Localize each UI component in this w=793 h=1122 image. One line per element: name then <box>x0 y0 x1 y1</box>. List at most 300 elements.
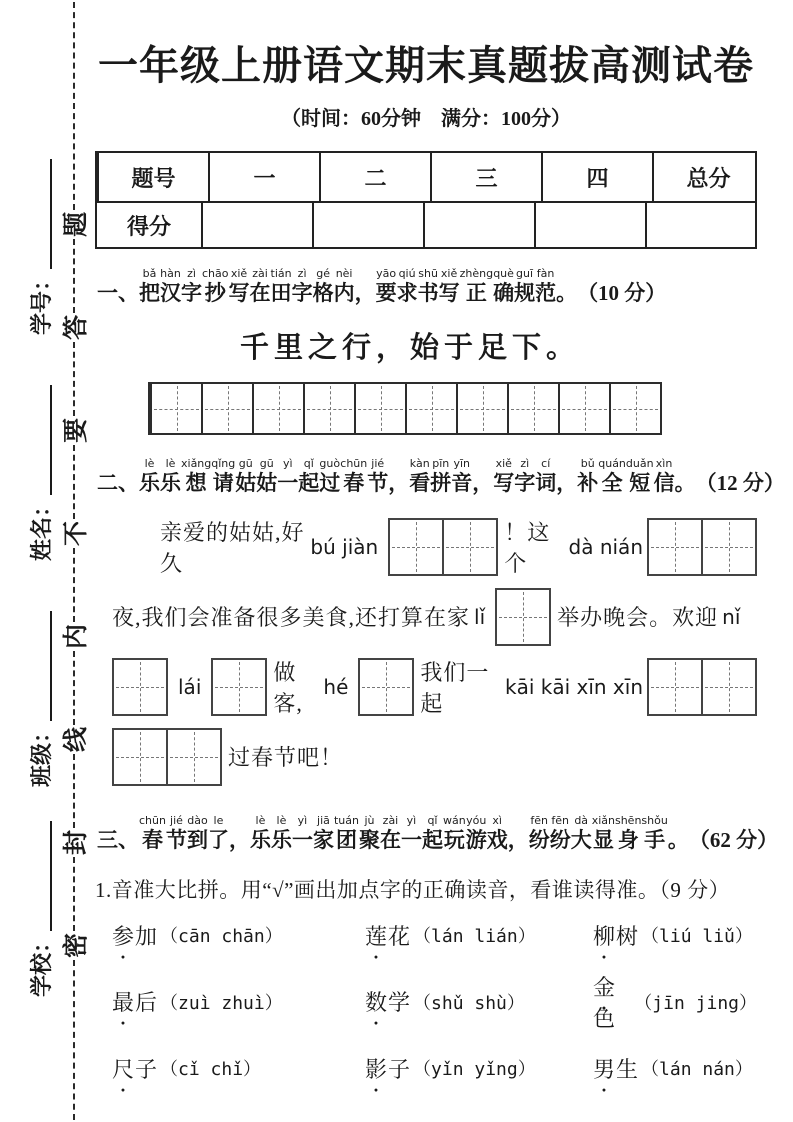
pinyin-annotation: yāo <box>376 267 397 280</box>
tianzige-cell[interactable] <box>201 384 252 433</box>
pinyin-annotation: gū <box>238 457 253 471</box>
pinyin-choice-item <box>365 920 593 951</box>
heading-hanzi: 游 <box>465 827 487 852</box>
tianzige-grid-row <box>148 382 662 435</box>
heading-hanzi: 起 <box>421 827 443 852</box>
pinyin-annotation: gé <box>316 267 330 280</box>
word-hanzi <box>112 920 158 951</box>
heading-ruby-char <box>577 267 666 307</box>
heading-ruby-char <box>334 267 355 307</box>
heading-hanzi: 乐 <box>270 827 292 852</box>
pinyin-annotation: yīn <box>453 457 470 471</box>
pinyin-annotation: xiǎn <box>591 813 615 827</box>
heading-hanzi: 字 <box>291 281 313 305</box>
word-hanzi <box>112 1053 158 1084</box>
heading-hanzi: 春 <box>141 827 163 852</box>
heading-ruby-char <box>313 814 334 854</box>
heading-hanzi: ， <box>228 827 250 852</box>
heading-hanzi: 乐 <box>139 471 160 496</box>
student-number-label: 学号： <box>29 268 54 335</box>
heading-ruby-char <box>139 814 166 854</box>
heading-hanzi: 二、 <box>97 471 139 496</box>
heading-hanzi: 纷 <box>528 827 550 852</box>
time-score-subtitle: （时间：60分钟 满分：100分） <box>281 108 571 130</box>
heading-hanzi: 信 <box>653 471 675 496</box>
name-label: 姓名： <box>29 494 54 561</box>
pinyin-annotation: xiě <box>230 267 248 280</box>
heading-hanzi: 拼 <box>430 471 452 496</box>
heading-ruby-char <box>367 457 388 497</box>
heading-hanzi: 家 <box>312 827 334 852</box>
seal-dash <box>73 2 75 210</box>
pinyin-annotation: xiě <box>495 457 512 471</box>
heading-hanzi: 范 <box>535 281 557 305</box>
heading-hanzi: 一、 <box>97 281 139 305</box>
heading-ruby-char <box>668 814 689 854</box>
heading-ruby-char <box>514 457 535 497</box>
word-rest: 加 <box>135 923 159 949</box>
heading-ruby-char <box>271 267 292 307</box>
score-table-score-row <box>97 203 755 247</box>
heading-hanzi: 抄 <box>204 281 226 305</box>
word-rest: 后 <box>135 990 159 1016</box>
school-label: 学校： <box>29 930 54 997</box>
school-blank-line[interactable] <box>32 821 52 931</box>
heading-ruby-char <box>97 814 139 854</box>
heading-ruby-char <box>514 267 535 307</box>
heading-hanzi: 全 <box>601 471 623 496</box>
heading-ruby-char <box>355 267 376 307</box>
heading-ruby-char <box>508 814 529 854</box>
seal-char: 要 <box>62 417 90 443</box>
tianzige-cell[interactable] <box>303 384 354 433</box>
pinyin-annotation: lè <box>144 457 155 471</box>
dotted-character: 莲 ● <box>365 920 388 951</box>
heading-ruby-char <box>439 267 460 307</box>
heading-hanzi: 汉 <box>160 281 181 305</box>
answer-box-2cell[interactable] <box>388 518 498 576</box>
seal-dash <box>73 651 75 725</box>
heading-hanzi: 乐 <box>160 471 181 496</box>
pinyin-annotation: yì <box>297 813 308 827</box>
word-rest: 子 <box>135 1056 159 1082</box>
heading-ruby-char <box>460 267 493 307</box>
heading-hanzi: 确 <box>493 281 515 305</box>
pinyin-choice-item <box>593 1053 757 1084</box>
heading-hanzi: 戏 <box>486 827 508 852</box>
heading-ruby-char <box>292 267 313 307</box>
tianzige-cell[interactable] <box>252 384 303 433</box>
word-rest: 色 <box>593 1005 617 1031</box>
seal-char: 线 <box>62 726 90 752</box>
heading-hanzi: ， <box>354 281 376 305</box>
pinyin-annotation: tián <box>270 267 292 280</box>
pinyin-annotation: yì <box>282 457 293 471</box>
pinyin-choices: （yǐn yǐng） <box>413 1059 536 1081</box>
heading-hanzi: 在 <box>379 827 401 852</box>
letter-text: 夜,我们会准备很多美食,还打算在家 <box>112 605 471 631</box>
heading-ruby-char <box>181 267 202 307</box>
score-table-header-row <box>97 153 755 203</box>
heading-ruby-char <box>380 814 401 854</box>
word-hanzi <box>593 1053 639 1084</box>
heading-ruby-char <box>466 814 487 854</box>
pinyin-annotation: shēn <box>614 813 642 827</box>
pinyin-annotation: qǐ <box>303 457 314 471</box>
seal-dash <box>73 754 75 828</box>
inline-pinyin: dà nián <box>568 534 643 559</box>
pinyin-annotation: gū <box>259 457 274 471</box>
inline-pinyin: kāi kāi xīn xīn <box>505 674 643 699</box>
pinyin-choice-item <box>593 920 757 951</box>
pinyin-annotation: lè <box>276 813 287 827</box>
heading-ruby-char <box>675 457 696 497</box>
tianzige-cell[interactable] <box>456 384 507 433</box>
tianzige-cell[interactable] <box>354 384 405 433</box>
pinyin-annotation: quán <box>598 457 626 471</box>
heading-ruby-char <box>598 457 626 497</box>
word-rest: 子 <box>388 1056 412 1082</box>
pinyin-annotation: zhèng <box>459 267 494 280</box>
inline-pinyin: hé <box>323 674 349 699</box>
heading-hanzi: 补 <box>577 471 599 496</box>
heading-hanzi: 纷 <box>549 827 571 852</box>
pinyin-annotation: kàn <box>409 457 430 471</box>
heading-hanzi: 团 <box>335 827 357 852</box>
heading-ruby-char <box>187 814 208 854</box>
heading-hanzi: 春 <box>343 471 365 496</box>
pinyin-annotation: xìn <box>655 457 673 471</box>
answer-box-1cell[interactable] <box>495 588 551 646</box>
score-entry-cell[interactable] <box>534 203 645 247</box>
dotted-character: 最 ● <box>112 986 135 1017</box>
seal-dash <box>73 342 75 416</box>
heading-ruby-char <box>277 457 298 497</box>
answer-box-1cell[interactable] <box>358 658 414 716</box>
heading-hanzi: 请 <box>212 471 234 496</box>
letter-line-2 <box>112 582 757 652</box>
heading-hanzi: 一 <box>277 471 299 496</box>
heading-hanzi: 把 <box>139 281 160 305</box>
heading-ruby-char <box>556 267 577 307</box>
heading-hanzi: 一 <box>291 827 313 852</box>
heading-hanzi: 字 <box>181 281 202 305</box>
heading-ruby-char <box>696 457 785 497</box>
heading-hanzi: 词 <box>535 471 557 496</box>
answer-box-1cell[interactable] <box>211 658 267 716</box>
section2-heading <box>97 457 785 497</box>
heading-ruby-char <box>654 457 675 497</box>
heading-ruby-char <box>256 457 277 497</box>
pinyin-annotation: yóu <box>466 813 487 827</box>
pinyin-annotation: zài <box>252 267 268 280</box>
dotted-character: 男 ● <box>593 1053 616 1084</box>
heading-hanzi: 起 <box>298 471 320 496</box>
word-hanzi <box>112 986 158 1017</box>
pinyin-annotation: qǐ <box>427 813 438 827</box>
seal-char: 答 <box>62 314 90 340</box>
pinyin-choices: （shǔ shù） <box>413 992 525 1014</box>
heading-ruby-char <box>334 814 359 854</box>
pinyin-annotation: hàn <box>160 267 181 280</box>
heading-hanzi: ， <box>507 827 529 852</box>
heading-ruby-char <box>319 457 340 497</box>
heading-ruby-char <box>529 814 550 854</box>
heading-ruby-char <box>229 267 250 307</box>
pinyin-annotation: zì <box>187 267 196 280</box>
heading-hanzi: 了 <box>207 827 229 852</box>
heading-hanzi: （10 分） <box>577 281 667 305</box>
tianzige-cell[interactable] <box>150 384 201 433</box>
heading-hanzi: 大 <box>570 827 592 852</box>
answer-box-2cell[interactable] <box>647 518 757 576</box>
seal-line <box>56 0 92 1122</box>
heading-ruby-char <box>422 814 443 854</box>
heading-hanzi: 显 <box>592 827 614 852</box>
score-table-header-cell: 总分 <box>652 153 763 201</box>
heading-ruby-char <box>229 814 250 854</box>
score-entry-cell[interactable] <box>645 203 756 247</box>
heading-ruby-char <box>298 457 319 497</box>
pinyin-annotation: guī <box>516 267 534 280</box>
pinyin-annotation: lè <box>165 457 176 471</box>
heading-hanzi: 规 <box>514 281 536 305</box>
heading-ruby-char <box>626 457 654 497</box>
dotted-character: 尺 ● <box>112 1053 135 1084</box>
word-hanzi <box>593 920 639 951</box>
heading-ruby-char <box>181 457 211 497</box>
letter-exercise <box>112 512 757 792</box>
heading-ruby-char <box>592 814 615 854</box>
pinyin-annotation: què <box>493 267 514 280</box>
pinyin-annotation: guò <box>319 457 341 471</box>
heading-ruby-char <box>443 814 466 854</box>
heading-hanzi: 看 <box>409 471 431 496</box>
pinyin-annotation: duǎn <box>625 457 654 471</box>
heading-ruby-char <box>550 814 571 854</box>
heading-hanzi: 。 <box>674 471 696 496</box>
name-blank-line[interactable] <box>32 385 52 495</box>
score-table-header-cell: 三 <box>430 153 541 201</box>
heading-ruby-char <box>211 457 235 497</box>
question1-label: 1.音准大比拼。用“√”画出加点字的正确读音，看谁读得准。（9 分） <box>95 877 731 902</box>
student-info-fields <box>16 0 56 1122</box>
heading-hanzi: 短 <box>629 471 651 496</box>
score-table-header-cell: 题号 <box>97 153 208 201</box>
heading-ruby-char <box>571 814 592 854</box>
dotted-character: 参 ● <box>112 920 135 951</box>
pinyin-annotation: chūn <box>139 813 166 827</box>
tianzige-cell[interactable] <box>405 384 456 433</box>
heading-hanzi: 聚 <box>358 827 380 852</box>
pinyin-annotation: nèi <box>335 267 353 280</box>
pronunciation-choice-grid <box>112 920 757 1084</box>
seal-dash <box>73 857 75 931</box>
pinyin-annotation: le <box>213 813 224 827</box>
pinyin-annotation: yì <box>406 813 417 827</box>
heading-hanzi: 乐 <box>249 827 271 852</box>
score-table-header-cell: 四 <box>541 153 652 201</box>
student-number-blank-line[interactable] <box>32 159 52 269</box>
pinyin-annotation: chūn <box>340 457 368 471</box>
pinyin-choice-item <box>365 971 593 1033</box>
dotted-character: 柳 ● <box>593 920 616 951</box>
pinyin-annotation: chāo <box>202 267 229 280</box>
seal-dash <box>73 239 75 313</box>
word-rest: 生 <box>616 1056 640 1082</box>
pinyin-annotation: qǐng <box>211 457 236 471</box>
pinyin-choices: （cān chān） <box>160 926 283 948</box>
heading-hanzi: 一 <box>400 827 422 852</box>
pinyin-annotation: pīn <box>432 457 450 471</box>
tianzige-cell[interactable] <box>609 384 660 433</box>
letter-text: ！这个 <box>504 519 551 576</box>
pinyin-annotation: zì <box>520 457 530 471</box>
heading-hanzi: 身 <box>617 827 639 852</box>
pinyin-annotation: dào <box>187 813 208 827</box>
heading-hanzi: 内 <box>333 281 355 305</box>
answer-box-1cell[interactable] <box>112 658 168 716</box>
heading-ruby-char <box>409 457 430 497</box>
heading-ruby-char <box>235 457 256 497</box>
pinyin-annotation: bǔ <box>580 457 595 471</box>
pinyin-annotation: zì <box>297 267 307 280</box>
heading-hanzi: 姑 <box>235 471 257 496</box>
heading-hanzi: 三、 <box>97 827 139 852</box>
heading-ruby-char <box>202 267 229 307</box>
heading-ruby-char <box>313 267 334 307</box>
heading-hanzi: ， <box>556 471 578 496</box>
heading-hanzi: 节 <box>367 471 389 496</box>
heading-hanzi: 节 <box>165 827 187 852</box>
pinyin-annotation: bǎ <box>142 267 157 280</box>
letter-text: 做客, <box>273 659 303 716</box>
letter-line-4 <box>112 722 757 792</box>
heading-ruby-char <box>493 267 514 307</box>
heading-hanzi: 字 <box>514 471 536 496</box>
heading-ruby-char <box>160 457 181 497</box>
pinyin-annotation: tuán <box>333 813 359 827</box>
heading-hanzi: 过 <box>319 471 341 496</box>
word-hanzi <box>593 971 632 1033</box>
heading-ruby-char <box>418 267 439 307</box>
pinyin-annotation: xiǎng <box>181 457 212 471</box>
pinyin-annotation: dà <box>574 813 589 827</box>
pinyin-annotation: jié <box>170 813 183 827</box>
letter-text: 亲爱的姑姑,好久 <box>160 519 305 576</box>
tianzige-cell[interactable] <box>507 384 558 433</box>
heading-hanzi: 写 <box>493 471 515 496</box>
pinyin-choice-item <box>365 1053 593 1084</box>
word-hanzi <box>365 920 411 951</box>
answer-box-2cell[interactable] <box>647 658 757 716</box>
heading-hanzi: （62 分） <box>688 827 779 852</box>
pinyin-annotation: lè <box>255 813 266 827</box>
class-blank-line[interactable] <box>32 611 52 721</box>
answer-box-2cell[interactable] <box>112 728 222 786</box>
pinyin-annotation: jù <box>364 813 375 827</box>
pinyin-annotation: zài <box>382 813 399 827</box>
score-table <box>95 151 757 249</box>
pinyin-annotation: xiě <box>440 267 458 280</box>
pinyin-choices: （lán lián） <box>413 926 536 948</box>
inline-pinyin: lǐ <box>474 604 486 629</box>
heading-ruby-char <box>359 814 380 854</box>
heading-hanzi: ， <box>388 471 410 496</box>
tianzige-cell[interactable] <box>558 384 609 433</box>
pinyin-choice-item <box>112 1053 365 1084</box>
score-row-label: 得分 <box>126 213 171 239</box>
pinyin-choice-item <box>112 971 365 1033</box>
heading-ruby-char <box>397 267 418 307</box>
heading-ruby-char <box>430 457 451 497</box>
score-entry-cell[interactable] <box>201 203 312 247</box>
heading-ruby-char <box>139 457 160 497</box>
heading-ruby-char <box>97 267 139 307</box>
seal-char: 题 <box>62 211 90 237</box>
heading-ruby-char <box>250 267 271 307</box>
section3-heading <box>97 813 779 854</box>
word-hanzi <box>365 986 411 1017</box>
inline-pinyin: bú jiàn <box>310 534 379 559</box>
heading-hanzi: 田 <box>270 281 292 305</box>
heading-hanzi: 。 <box>667 827 689 852</box>
letter-text: 过春节吧！ <box>228 745 344 771</box>
pinyin-annotation: jié <box>371 457 385 471</box>
heading-hanzi: 写 <box>228 281 250 305</box>
pinyin-choices: （cǐ chǐ） <box>160 1059 262 1081</box>
pinyin-annotation: jiā <box>317 813 330 827</box>
heading-hanzi: 玩 <box>443 827 465 852</box>
heading-hanzi: 要 <box>375 281 397 305</box>
score-entry-cell[interactable] <box>423 203 534 247</box>
heading-hanzi: 在 <box>249 281 271 305</box>
letter-text: 我们一起 <box>420 659 490 716</box>
pinyin-choice-item <box>593 971 757 1033</box>
heading-hanzi: 书 <box>417 281 439 305</box>
letter-text: 举办晚会。欢迎 <box>557 605 719 631</box>
heading-ruby-char <box>451 457 472 497</box>
heading-ruby-char <box>97 457 139 497</box>
pinyin-annotation: fàn <box>536 267 555 280</box>
heading-ruby-char <box>250 814 271 854</box>
heading-hanzi: 格 <box>312 281 334 305</box>
section1-heading <box>97 267 757 307</box>
class-label: 班级： <box>29 720 54 787</box>
word-rest: 花 <box>388 923 412 949</box>
inline-pinyin: nǐ <box>722 604 741 629</box>
heading-hanzi: 写 <box>438 281 460 305</box>
copy-sentence: 千里之行，始于足下。 <box>240 332 581 365</box>
heading-ruby-char <box>271 814 292 854</box>
score-table-header-cell: 一 <box>208 153 319 201</box>
pinyin-choices: （lán nán） <box>641 1059 753 1081</box>
score-entry-cell[interactable] <box>312 203 423 247</box>
main-content <box>95 0 785 1084</box>
heading-hanzi: 音 <box>451 471 473 496</box>
heading-ruby-char <box>166 814 187 854</box>
pinyin-annotation: shǒu <box>641 813 668 827</box>
heading-hanzi: 到 <box>186 827 208 852</box>
heading-ruby-char <box>577 457 598 497</box>
heading-hanzi: （12 分） <box>695 471 785 496</box>
pinyin-choices: （jīn jing） <box>634 992 757 1014</box>
heading-ruby-char <box>641 814 667 854</box>
heading-ruby-char <box>160 267 181 307</box>
heading-hanzi: 想 <box>185 471 207 496</box>
seal-char: 内 <box>62 623 90 649</box>
pinyin-annotation: fēn <box>551 813 569 827</box>
